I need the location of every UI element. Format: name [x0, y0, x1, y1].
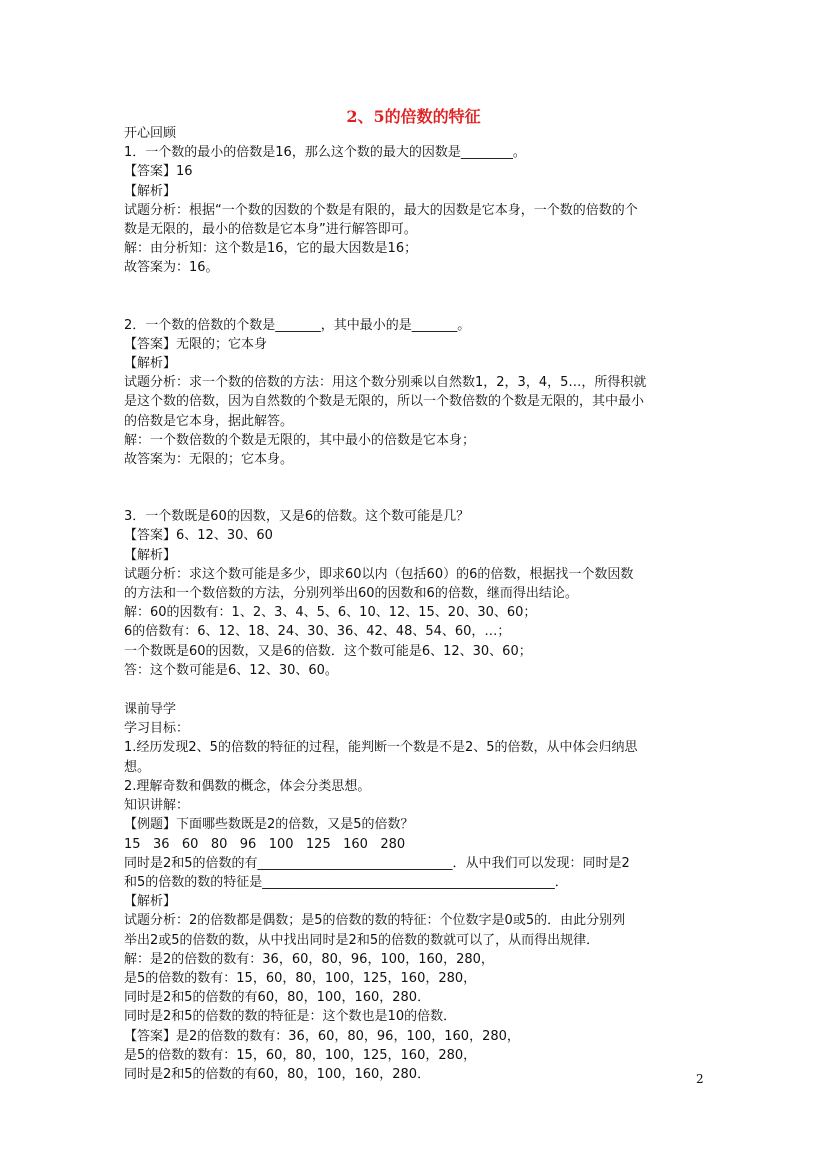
- conclusion-line: 故答案为：无限的；它本身。: [124, 452, 294, 468]
- example-question: 【例题】下面哪些数既是2的倍数，又是5的倍数？: [124, 817, 414, 833]
- example-blank-line: 同时是2和5的倍数的有______________________________．从中我们可以发现：同时是2: [124, 855, 630, 871]
- analysis-line: 试题分析：2的倍数都是偶数；是5的倍数的数的特征：个位数字是0或5的．由此分别列: [124, 913, 626, 929]
- example-numbers: 15 36 60 80 96 100 125 160 280: [124, 836, 406, 852]
- question-1: [124, 143, 712, 277]
- question-text: 2．一个数的倍数的个数是_______，其中最小的是_______。: [124, 317, 471, 333]
- objective-line: 2.理解奇数和偶数的概念，体会分类思想。: [124, 778, 371, 794]
- spacer: [124, 278, 712, 316]
- spacer: [124, 469, 712, 507]
- analysis-line: 试题分析：根据“一个数的因数的个数是有限的，最大的因数是它本身，一个数的倍数的个: [124, 202, 638, 218]
- solution-line: 解：60的因数有：1、2、3、4、5、6、10、12、15、20、30、60；: [124, 605, 537, 621]
- spacer: [124, 680, 712, 700]
- solution-line: 解：由分析知：这个数是16，它的最大因数是16；: [124, 241, 418, 257]
- question-2: [124, 316, 712, 470]
- objective-line: 想。: [124, 759, 151, 775]
- section-heading-guide: 课前导学: [124, 702, 177, 718]
- section-heading-review: 开心回顾: [124, 126, 177, 141]
- answer-line: 【答案】无限的；它本身: [124, 336, 268, 352]
- pre-class-guide: [124, 700, 712, 1084]
- answer-line: 【答案】6、12、30、60: [124, 528, 273, 544]
- analysis-line: 试题分析：求一个数的倍数的方法：用这个数分别乘以自然数1，2，3，4，5…，所得积就: [124, 375, 647, 391]
- solution-line: 是5的倍数的数有：15，60，80，100，125，160，280，: [124, 970, 477, 986]
- analysis-line: 数是无限的，最小的倍数是它本身”进行解答即可。: [124, 222, 417, 238]
- solution-line: 解：一个数倍数的个数是无限的，其中最小的倍数是它本身；: [124, 432, 476, 448]
- analysis-line: 举出2或5的倍数的数，从中找出同时是2和5的倍数的数就可以了，从而得出规律．: [124, 932, 600, 948]
- analysis-heading: 【解析】: [124, 356, 177, 372]
- question-text: 3．一个数既是60的因数，又是6的倍数。这个数可能是几？: [124, 509, 470, 525]
- analysis-line: 是这个数的倍数，因为自然数的个数是无限的，所以一个数倍数的个数是无限的，其中最小: [124, 394, 645, 410]
- conclusion-line: 答：这个数可能是6、12、30、60。: [124, 662, 338, 678]
- example-blank-line: 和5的倍数的数的特征是_____________________________________________．: [124, 874, 568, 890]
- analysis-heading: 【解析】: [124, 183, 177, 199]
- knowledge-heading: 知识讲解：: [124, 798, 190, 814]
- analysis-line: 的倍数是它本身，据此解答。: [124, 413, 294, 429]
- page-number: 2: [696, 1072, 704, 1086]
- answer-line: 是5的倍数的数有：15，60，80，100，125，160，280，: [124, 1047, 477, 1063]
- objective-line: 1.经历发现2、5的倍数的特征的过程，能判断一个数是不是2、5的倍数，从中体会归纳思: [124, 740, 638, 756]
- question-3: [124, 507, 712, 680]
- answer-line: 同时是2和5的倍数的有60，80，100，160，280．: [124, 1066, 431, 1082]
- solution-line: 6的倍数有：6、12、18、24、30、36、42、48、54、60，…；: [124, 624, 511, 640]
- document-body: [124, 124, 712, 1084]
- analysis-line: 的方法和一个数倍数的方法，分别列举出60的因数和6的倍数，继而得出结论。: [124, 586, 578, 602]
- solution-line: 一个数既是60的因数，又是6的倍数．这个数可能是6、12、30、60；: [124, 643, 532, 659]
- solution-line: 同时是2和5的倍数的有60，80，100，160，280．: [124, 990, 431, 1006]
- analysis-line: 试题分析：求这个数可能是多少，即求60以内（包括60）的6的倍数，根据找一个数因数: [124, 566, 634, 582]
- answer-line: 【答案】是2的倍数的数有：36，60，80，96，100，160，280，: [124, 1028, 520, 1044]
- conclusion-line: 故答案为：16。: [124, 260, 219, 276]
- solution-line: 解：是2的倍数的数有：36，60，80，96，100，160，280，: [124, 951, 494, 967]
- analysis-heading: 【解析】: [124, 894, 177, 910]
- analysis-heading: 【解析】: [124, 547, 177, 563]
- question-text: 1．一个数的最小的倍数是16，那么这个数的最大的因数是________。: [124, 145, 526, 161]
- objectives-heading: 学习目标：: [124, 721, 190, 737]
- solution-line: 同时是2和5的倍数的数的特征是：这个数也是10的倍数．: [124, 1009, 457, 1025]
- page-title: 2、5的倍数的特征: [346, 107, 481, 126]
- answer-line: 【答案】16: [124, 164, 193, 180]
